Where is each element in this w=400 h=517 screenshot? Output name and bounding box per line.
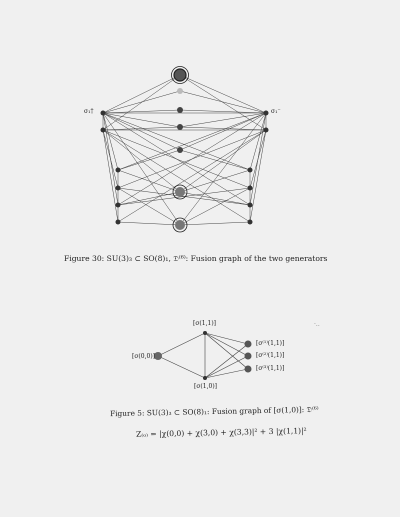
- graph-node: [245, 353, 252, 360]
- graph-node: [177, 147, 183, 153]
- graph-node: [174, 69, 186, 81]
- graph-node: [175, 220, 185, 230]
- graph-node: [116, 203, 121, 208]
- graph-node: [245, 341, 252, 348]
- fig5-bottom-label: [σ(1,0)]: [194, 383, 218, 390]
- fig5-right-label-2: [σ⁽²⁾(1,1)]: [256, 352, 285, 359]
- graph-node: [177, 88, 183, 94]
- graph-node: [101, 111, 106, 116]
- graph-node: [177, 124, 183, 130]
- graph-node: [264, 111, 269, 116]
- graph-node: [264, 128, 269, 133]
- graph-node: [203, 331, 207, 335]
- graph-node: [248, 186, 253, 191]
- fig5-right-label-3: [σ⁽³⁾(1,1)]: [256, 365, 285, 372]
- fusion-graph-5-nodes: [154, 331, 252, 380]
- fig5-left-label: [σ(0,0)]: [132, 353, 156, 360]
- graph-node: [101, 128, 106, 133]
- graph-node: [203, 376, 207, 380]
- figure-30-caption: Figure 30: SU(3)₃ ⊂ SO(8)₁, 𝔇⁽⁶⁾: Fusion graph of the two generators: [64, 254, 328, 263]
- graph-node: [175, 187, 185, 197]
- fig30-right-label: σ₁⁻: [271, 108, 281, 115]
- fig5-top-label: [σ(1,1)]: [193, 320, 217, 327]
- fusion-graph-30-nodes: [101, 67, 269, 233]
- graph-node: [248, 203, 253, 208]
- graph-node: [245, 366, 252, 373]
- page-mark: ·..: [314, 321, 320, 328]
- fusion-graph-30-edges: [103, 75, 266, 225]
- fig5-right-label-1: [σ⁽¹⁾(1,1)]: [256, 340, 285, 347]
- figure-5-caption: Figure 5: SU(3)₃ ⊂ SO(8)₁: Fusion graph of [σ(1,0)]: 𝔇⁽⁶⁾: [109, 404, 319, 419]
- graph-node: [116, 168, 121, 173]
- graph-node: [154, 352, 162, 360]
- graph-node: [248, 168, 253, 173]
- graph-node: [248, 220, 253, 225]
- graph-node: [177, 107, 183, 113]
- fusion-graph-5-edges: [158, 333, 248, 378]
- fig30-left-label: σ₁†: [84, 108, 94, 115]
- partition-function-formula: Z₍ₒ₎ = |χ(0,0) + χ(3,0) + χ(3,3)|² + 3 |χ(1,1)|²: [135, 426, 307, 439]
- graph-node: [116, 220, 121, 225]
- graph-node: [116, 186, 121, 191]
